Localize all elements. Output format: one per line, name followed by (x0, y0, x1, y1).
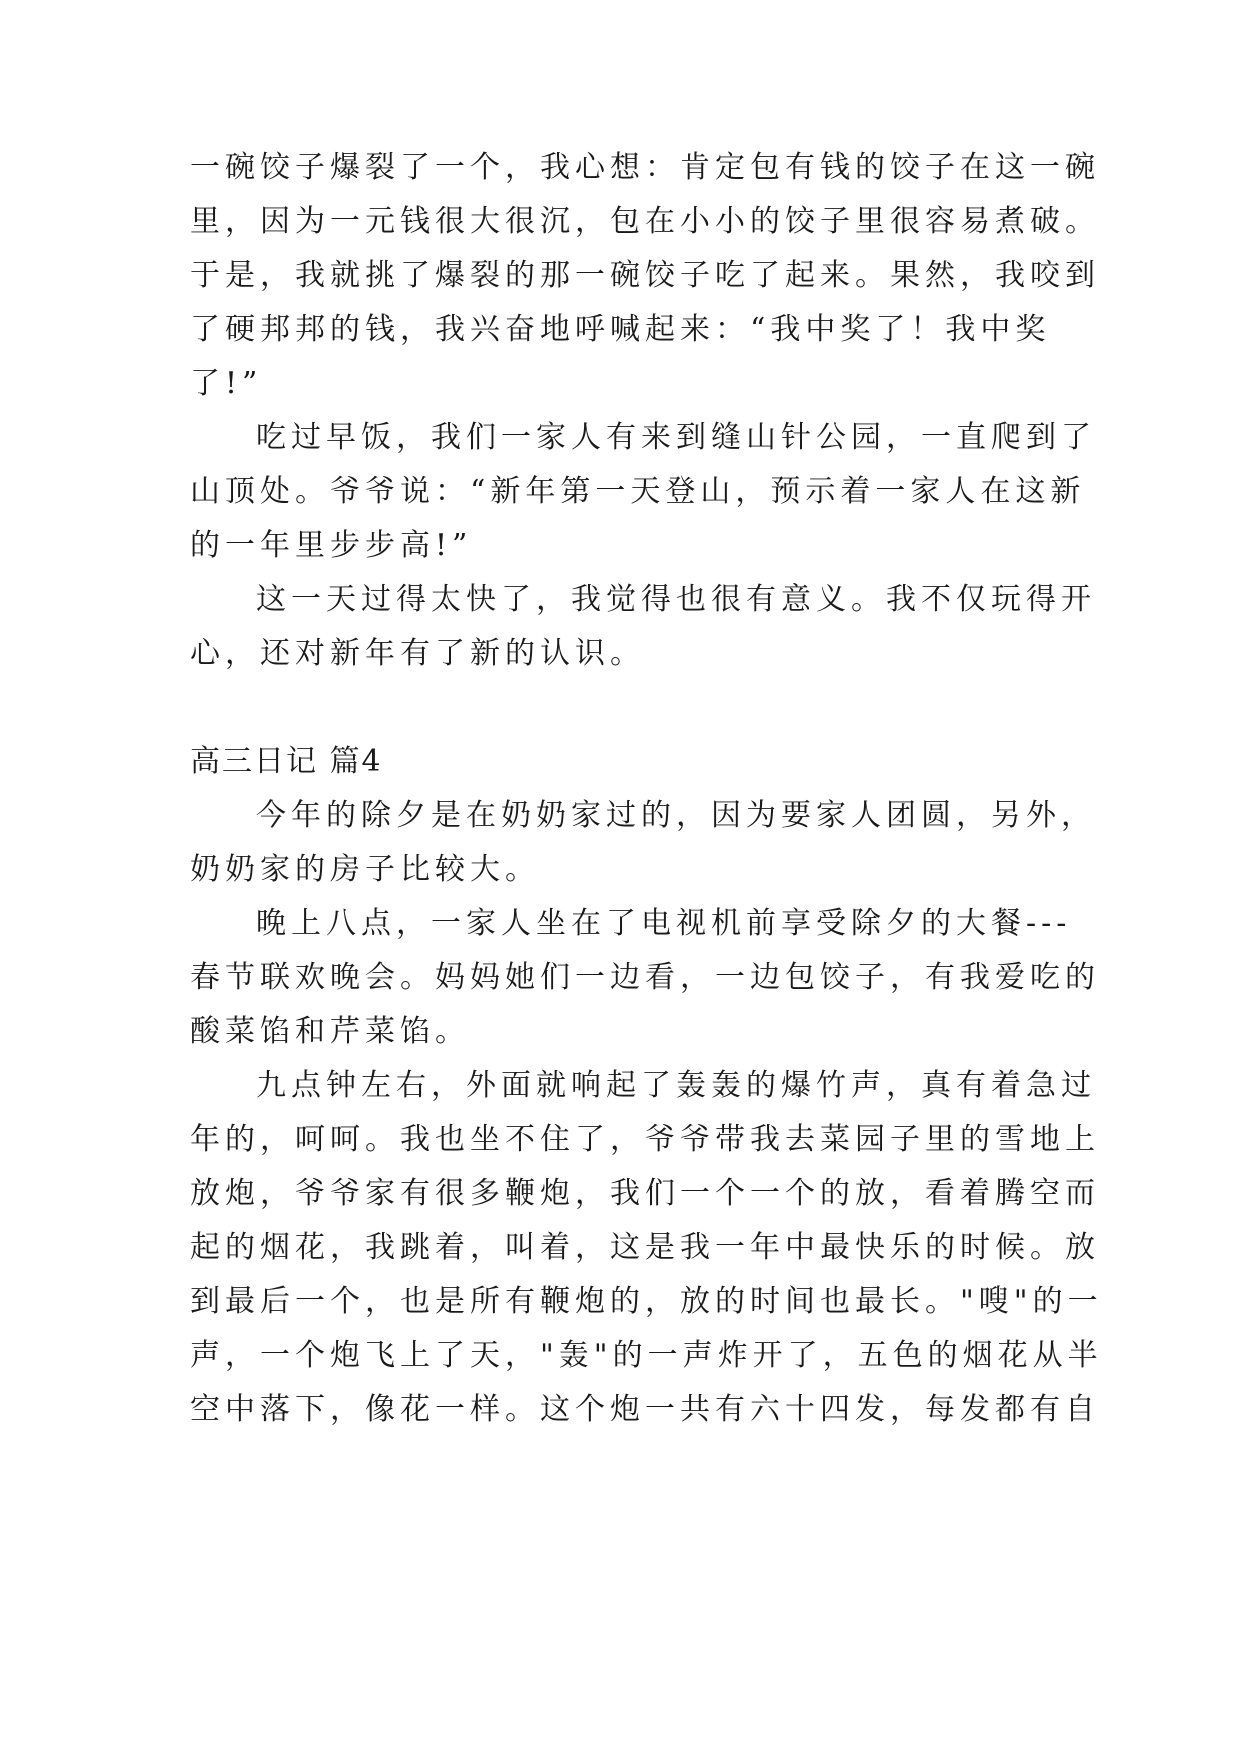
text-line: 里，因为一元钱很大很沉，包在小小的饺子里很容易煮破。 (190, 204, 1100, 239)
text-line: 这一天过得太快了，我觉得也很有意义。我不仅玩得开 (256, 582, 1096, 617)
text-line: 奶奶家的房子比较大。 (190, 852, 540, 887)
text-line: 到最后一个，也是所有鞭炮的，放的时间也最长。"嗖"的一 (190, 1284, 1103, 1319)
text-line: 了!” (190, 366, 263, 401)
text-line: 心，还对新年有了新的认识。 (190, 636, 645, 671)
text-line: 春节联欢晚会。妈妈她们一边看，一边包饺子，有我爱吃的 (190, 960, 1100, 995)
text-line: 放炮，爷爷家有很多鞭炮，我们一个一个的放，看着腾空而 (190, 1176, 1100, 1211)
text-line: 起的烟花，我跳着，叫着，这是我一年中最快乐的时候。放 (190, 1230, 1100, 1265)
text-line: 年的，呵呵。我也坐不住了，爷爷带我去菜园子里的雪地上 (190, 1122, 1100, 1157)
text-line: 声，一个炮飞上了天，"轰"的一声炸开了，五色的烟花从半 (190, 1338, 1103, 1373)
text-line: 山顶处。爷爷说：“新年第一天登山，预示着一家人在这新 (190, 474, 1086, 509)
text-line: 晚上八点，一家人坐在了电视机前享受除夕的大餐--- (256, 906, 1072, 941)
text-line: 的一年里步步高!” (190, 528, 473, 563)
text-line: 九点钟左右，外面就响起了轰轰的爆竹声，真有着急过 (256, 1068, 1096, 1103)
text-line: 吃过早饭，我们一家人有来到缝山针公园，一直爬到了 (256, 420, 1096, 455)
text-line: 一碗饺子爆裂了一个，我心想：肯定包有钱的饺子在这一碗 (190, 150, 1100, 185)
text-line: 酸菜馅和芹菜馅。 (190, 1014, 470, 1049)
section-heading: 高三日记 篇4 (190, 744, 383, 779)
text-line: 了硬邦邦的钱，我兴奋地呼喊起来：“我中奖了！我中奖 (190, 312, 1051, 347)
text-line: 于是，我就挑了爆裂的那一碗饺子吃了起来。果然，我咬到 (190, 258, 1100, 293)
text-line: 空中落下，像花一样。这个炮一共有六十四发，每发都有自 (190, 1392, 1100, 1427)
text-line: 今年的除夕是在奶奶家过的，因为要家人团圆，另外， (256, 798, 1096, 833)
